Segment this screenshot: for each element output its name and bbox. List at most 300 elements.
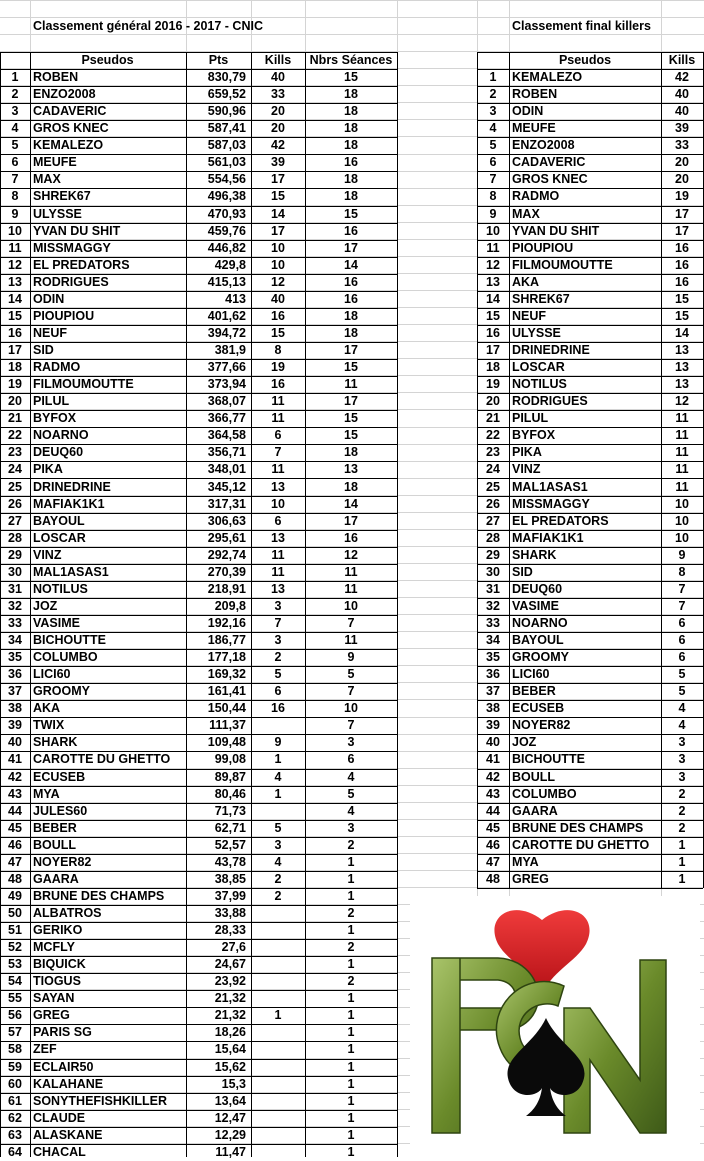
general-row-pseudo: NOYER82 — [33, 854, 92, 869]
killers-row-rank: 31 — [486, 581, 500, 596]
killers-row-kills: 3 — [678, 735, 686, 750]
general-row-rank: 39 — [8, 718, 22, 733]
general-row-pseudo: KALAHANE — [33, 1076, 104, 1091]
general-row-kills — [251, 1093, 305, 1110]
killers-row-pseudo: KEMALEZO — [512, 70, 583, 85]
general-row-rank: 20 — [8, 394, 22, 409]
killers-row-rank: 4 — [489, 121, 497, 136]
general-row-pseudo: MCFLY — [33, 940, 75, 955]
general-row-pts: 21,32 — [214, 991, 246, 1006]
general-row-pts: 381,9 — [214, 343, 246, 358]
killers-row-rank: 41 — [486, 752, 500, 767]
general-row-kills: 9 — [274, 735, 282, 750]
killers-row-rank: 1 — [489, 70, 497, 85]
general-row-kills: 3 — [274, 598, 282, 613]
general-row-pseudo: DRINEDRINE — [33, 479, 111, 494]
general-row-rank: 25 — [8, 479, 22, 494]
general-row-seances: 1 — [347, 1144, 355, 1159]
general-row-seances: 14 — [344, 496, 358, 511]
general-row-kills: 11 — [271, 547, 285, 562]
general-row-rank: 47 — [8, 854, 22, 869]
general-row-rank: 57 — [8, 1025, 22, 1040]
general-row-kills: 6 — [274, 513, 282, 528]
killers-row-kills: 3 — [678, 769, 686, 784]
general-row-pseudo: DEUQ60 — [33, 445, 84, 460]
general-row-rank: 52 — [8, 940, 22, 955]
general-row-seances: 11 — [344, 633, 358, 648]
general-row-pseudo: JOZ — [33, 598, 58, 613]
general-row-seances: 1 — [347, 1025, 355, 1040]
general-row-pseudo: YVAN DU SHIT — [33, 223, 121, 238]
killers-row-kills: 10 — [675, 513, 689, 528]
killers-row-rank: 9 — [489, 206, 497, 221]
general-row-pts: 21,32 — [214, 1008, 246, 1023]
general-row-rank: 13 — [8, 274, 22, 289]
general-row-rank: 27 — [8, 513, 22, 528]
general-row-pts: 186,77 — [207, 633, 246, 648]
general-row-pts: 15,3 — [221, 1076, 246, 1091]
killers-row-kills: 12 — [675, 394, 689, 409]
killers-row-pseudo: COLUMBO — [512, 786, 577, 801]
general-row-rank: 37 — [8, 684, 22, 699]
general-row-seances: 16 — [344, 274, 358, 289]
general-row-rank: 42 — [8, 769, 22, 784]
general-row-pts: 394,72 — [207, 325, 246, 340]
killers-row-pseudo: YVAN DU SHIT — [512, 223, 600, 238]
killers-row-pseudo: GREG — [512, 871, 549, 886]
general-row-pseudo: SONYTHEFISHKILLER — [33, 1093, 168, 1108]
general-row-seances: 11 — [344, 377, 358, 392]
general-row-rank: 5 — [11, 138, 19, 153]
killers-row-rank: 10 — [486, 223, 500, 238]
general-row-pseudo: GAARA — [33, 871, 79, 886]
general-row-seances: 1 — [347, 923, 355, 938]
killers-row-kills: 7 — [678, 598, 686, 613]
killers-row-rank: 26 — [486, 496, 500, 511]
killers-row-kills: 16 — [675, 240, 689, 255]
general-row-pts: 587,41 — [207, 121, 246, 136]
killers-row-pseudo: MEUFE — [512, 121, 556, 136]
general-row-kills: 6 — [274, 684, 282, 699]
killers-row-pseudo: CAROTTE DU GHETTO — [512, 837, 650, 852]
general-row-rank: 56 — [8, 1008, 22, 1023]
pcn-logo — [414, 898, 684, 1152]
general-row-seances: 5 — [347, 786, 355, 801]
general-row-pseudo: ZEF — [33, 1042, 57, 1057]
killers-row-kills: 6 — [678, 650, 686, 665]
general-row-seances: 15 — [344, 411, 358, 426]
general-row-pseudo: BOULL — [33, 837, 77, 852]
general-row-rank: 2 — [11, 87, 19, 102]
general-row-pseudo: BYFOX — [33, 411, 77, 426]
general-header-pseudo: Pseudos — [81, 53, 134, 67]
general-row-kills: 40 — [271, 70, 285, 85]
general-row-pseudo: GROOMY — [33, 684, 90, 699]
general-row-kills: 1 — [274, 752, 282, 767]
killers-row-kills: 17 — [675, 206, 689, 221]
general-row-seances: 18 — [344, 445, 358, 460]
general-row-kills: 10 — [271, 496, 285, 511]
general-row-kills: 4 — [274, 769, 282, 784]
killers-row-pseudo: ROBEN — [512, 87, 558, 102]
general-row-seances: 18 — [344, 479, 358, 494]
general-row-pts: 12,47 — [214, 1110, 246, 1125]
general-row-rank: 32 — [8, 598, 22, 613]
killers-row-rank: 23 — [486, 445, 500, 460]
general-row-pseudo: COLUMBO — [33, 650, 98, 665]
general-row-pseudo: SHREK67 — [33, 189, 91, 204]
general-row-pseudo: ALBATROS — [33, 906, 102, 920]
general-row-seances: 16 — [344, 223, 358, 238]
general-row-kills: 13 — [271, 530, 285, 545]
general-row-pseudo: BAYOUL — [33, 513, 85, 528]
general-row-pseudo: SID — [33, 343, 54, 358]
general-row-kills: 5 — [274, 820, 282, 835]
general-row-pseudo: ODIN — [33, 291, 65, 306]
general-row-kills: 6 — [274, 428, 282, 443]
killers-row-pseudo: BICHOUTTE — [512, 752, 585, 767]
general-row-seances: 1 — [347, 888, 355, 903]
general-row-seances: 1 — [347, 1042, 355, 1057]
general-row-seances: 18 — [344, 104, 358, 119]
killers-row-rank: 48 — [486, 871, 500, 886]
killers-row-kills: 11 — [675, 479, 689, 494]
general-row-pts: 830,79 — [207, 70, 246, 85]
general-row-kills: 17 — [271, 223, 285, 238]
general-row-kills: 20 — [271, 121, 285, 136]
killers-row-rank: 22 — [486, 428, 500, 443]
killers-row-rank: 11 — [486, 240, 500, 255]
general-row-kills — [251, 717, 305, 734]
killers-row-pseudo: BYFOX — [512, 428, 556, 443]
general-row-pts: 446,82 — [207, 240, 246, 255]
general-row-pseudo: TIOGUS — [33, 974, 81, 989]
killers-row-pseudo: LICI60 — [512, 667, 550, 682]
general-row-pts: 111,37 — [209, 718, 246, 733]
killers-row-pseudo: MAFIAK1K1 — [512, 530, 584, 545]
general-row-rank: 50 — [8, 906, 22, 920]
general-row-kills: 12 — [271, 274, 285, 289]
general-row-pts: 71,73 — [214, 803, 246, 818]
general-row-seances: 17 — [344, 394, 358, 409]
general-row-pts: 415,13 — [207, 274, 246, 289]
general-row-seances: 18 — [344, 308, 358, 323]
general-row-pts: 470,93 — [207, 206, 246, 221]
killers-row-rank: 40 — [486, 735, 500, 750]
killers-row-kills: 20 — [675, 172, 689, 187]
killers-row-kills: 11 — [675, 445, 689, 460]
killers-row-pseudo: JOZ — [512, 735, 537, 750]
general-row-rank: 10 — [8, 223, 22, 238]
killers-row-pseudo: NOTILUS — [512, 377, 567, 392]
general-row-kills: 33 — [271, 87, 285, 102]
killers-row-rank: 42 — [486, 769, 500, 784]
killers-row-rank: 38 — [486, 701, 500, 716]
general-row-seances: 1 — [347, 1110, 355, 1125]
general-row-seances: 14 — [344, 257, 358, 272]
killers-row-kills: 6 — [678, 615, 686, 630]
killers-row-rank: 18 — [486, 360, 500, 375]
killers-row-pseudo: VASIME — [512, 598, 559, 613]
killers-row-rank: 33 — [486, 615, 500, 630]
killers-row-kills: 2 — [678, 786, 686, 801]
killers-row-kills: 2 — [678, 820, 686, 835]
general-row-seances: 1 — [347, 991, 355, 1006]
general-row-pts: 169,32 — [207, 667, 246, 682]
general-row-pts: 209,8 — [214, 598, 246, 613]
killers-row-pseudo: RADMO — [512, 189, 560, 204]
general-row-pts: 80,46 — [214, 786, 246, 801]
general-row-rank: 3 — [11, 104, 19, 119]
general-row-seances: 5 — [347, 667, 355, 682]
killers-row-kills: 33 — [675, 138, 689, 153]
general-row-kills: 20 — [271, 104, 285, 119]
killers-row-kills: 11 — [675, 462, 689, 477]
general-row-rank: 64 — [8, 1144, 22, 1159]
general-row-kills: 16 — [271, 308, 285, 323]
general-row-seances: 10 — [344, 701, 358, 716]
general-row-rank: 17 — [8, 343, 22, 358]
killers-row-rank: 13 — [486, 274, 500, 289]
general-row-pts: 24,67 — [214, 957, 246, 972]
general-row-pts: 18,26 — [214, 1025, 246, 1040]
general-row-pts: 295,61 — [207, 530, 246, 545]
killers-row-pseudo: NOARNO — [512, 615, 568, 630]
general-row-rank: 61 — [8, 1093, 22, 1108]
general-row-rank: 55 — [8, 991, 22, 1006]
general-row-seances: 1 — [347, 871, 355, 886]
general-row-kills — [251, 905, 305, 922]
general-row-rank: 48 — [8, 871, 22, 886]
general-header-seances: Nbrs Séances — [309, 53, 393, 67]
general-row-seances: 1 — [347, 1076, 355, 1091]
general-row-rank: 15 — [8, 308, 22, 323]
general-row-seances: 13 — [344, 462, 358, 477]
general-row-pseudo: ALASKANE — [33, 1127, 103, 1142]
killers-row-kills: 20 — [675, 155, 689, 170]
killers-row-pseudo: PILUL — [512, 411, 549, 426]
general-row-kills: 39 — [271, 155, 285, 170]
killers-row-kills: 19 — [675, 189, 689, 204]
general-row-kills: 11 — [271, 564, 285, 579]
killers-row-rank: 36 — [486, 667, 500, 682]
general-row-kills: 10 — [271, 257, 285, 272]
general-row-rank: 24 — [8, 462, 22, 477]
general-row-rank: 23 — [8, 445, 22, 460]
general-row-pseudo: RADMO — [33, 360, 81, 375]
killers-row-kills: 4 — [678, 718, 686, 733]
general-row-rank: 62 — [8, 1110, 22, 1125]
killers-row-pseudo: GROS KNEC — [512, 172, 588, 187]
general-row-pts: 317,31 — [207, 496, 246, 511]
general-row-seances: 1 — [347, 957, 355, 972]
general-row-seances: 1 — [347, 1059, 355, 1074]
general-row-pseudo: BRUNE DES CHAMPS — [33, 888, 165, 903]
general-row-pts: 459,76 — [207, 223, 246, 238]
general-row-kills — [251, 1110, 305, 1127]
general-row-rank: 12 — [8, 257, 22, 272]
killers-row-rank: 43 — [486, 786, 500, 801]
killers-row-rank: 29 — [486, 547, 500, 562]
general-row-seances: 17 — [344, 240, 358, 255]
killers-row-rank: 15 — [486, 308, 500, 323]
general-row-pseudo: BICHOUTTE — [33, 633, 106, 648]
letter-n-shape — [564, 960, 666, 1133]
general-row-pseudo: FILMOUMOUTTE — [33, 377, 134, 392]
general-row-kills: 15 — [271, 325, 285, 340]
killers-row-rank: 6 — [489, 155, 497, 170]
general-row-seances: 15 — [344, 70, 358, 85]
general-row-kills: 16 — [271, 701, 285, 716]
general-row-seances: 18 — [344, 138, 358, 153]
general-row-seances: 7 — [347, 718, 355, 733]
general-row-pts: 587,03 — [207, 138, 246, 153]
general-row-rank: 41 — [8, 752, 22, 767]
general-row-rank: 9 — [11, 206, 19, 221]
general-row-pseudo: CLAUDE — [33, 1110, 86, 1125]
general-row-seances: 18 — [344, 189, 358, 204]
general-row-pts: 561,03 — [207, 155, 246, 170]
general-row-pts: 13,64 — [214, 1093, 246, 1108]
general-row-pts: 306,63 — [207, 513, 246, 528]
general-row-kills — [251, 990, 305, 1007]
general-title: Classement général 2016 - 2017 - CNIC — [33, 19, 263, 33]
general-row-kills — [251, 1059, 305, 1076]
general-row-pseudo: GREG — [33, 1008, 70, 1023]
killers-header-pseudo: Pseudos — [558, 53, 612, 67]
general-row-kills: 13 — [271, 581, 285, 596]
general-row-rank: 1 — [11, 70, 19, 85]
general-row-pts: 99,08 — [214, 752, 246, 767]
general-row-seances: 2 — [347, 974, 355, 989]
general-row-rank: 30 — [8, 564, 22, 579]
general-row-pseudo: TWIX — [33, 718, 65, 733]
general-row-kills: 11 — [271, 462, 285, 477]
killers-row-rank: 7 — [489, 172, 497, 187]
killers-row-rank: 25 — [486, 479, 500, 494]
general-row-kills: 2 — [274, 888, 282, 903]
general-row-pts: 377,66 — [207, 360, 246, 375]
general-row-pts: 401,62 — [207, 308, 246, 323]
killers-row-rank: 16 — [486, 325, 500, 340]
general-row-seances: 3 — [347, 820, 355, 835]
general-header-pts: Pts — [208, 53, 229, 67]
killers-row-pseudo: RODRIGUES — [512, 394, 588, 409]
general-row-pts: 413 — [225, 291, 246, 306]
killers-row-kills: 17 — [675, 223, 689, 238]
general-row-pseudo: PIOUPIOU — [33, 308, 95, 323]
killers-row-rank: 12 — [486, 257, 500, 272]
killers-row-kills: 40 — [675, 104, 689, 119]
killers-row-pseudo: ODIN — [512, 104, 544, 119]
general-row-pseudo: VINZ — [33, 547, 62, 562]
general-row-kills: 11 — [271, 394, 285, 409]
general-row-rank: 8 — [11, 189, 19, 204]
general-row-pts: 218,91 — [207, 581, 246, 596]
general-row-rank: 6 — [11, 155, 19, 170]
general-row-rank: 21 — [8, 411, 22, 426]
general-row-kills: 4 — [274, 854, 282, 869]
general-row-seances: 17 — [344, 343, 358, 358]
general-row-pts: 52,57 — [214, 837, 246, 852]
general-row-pseudo: RODRIGUES — [33, 274, 109, 289]
general-row-kills: 3 — [274, 633, 282, 648]
killers-row-rank: 44 — [486, 803, 500, 818]
general-row-rank: 4 — [11, 121, 19, 136]
general-row-pts: 554,56 — [207, 172, 246, 187]
general-row-kills: 1 — [274, 786, 282, 801]
general-row-rank: 35 — [8, 650, 22, 665]
general-row-pts: 368,07 — [207, 394, 246, 409]
general-row-rank: 31 — [8, 581, 22, 596]
general-row-seances: 2 — [347, 837, 355, 852]
killers-row-rank: 32 — [486, 598, 500, 613]
general-row-rank: 18 — [8, 360, 22, 375]
killers-row-rank: 17 — [486, 343, 500, 358]
killers-row-pseudo: SID — [512, 564, 533, 579]
general-row-pseudo: MAX — [33, 172, 61, 187]
general-row-seances: 11 — [344, 581, 358, 596]
general-row-pseudo: GERIKO — [33, 923, 83, 938]
general-row-seances: 1 — [347, 1008, 355, 1023]
general-row-pseudo: ECUSEB — [33, 769, 86, 784]
general-row-rank: 53 — [8, 957, 22, 972]
killers-row-rank: 5 — [489, 138, 497, 153]
general-row-kills — [251, 1024, 305, 1041]
general-row-kills: 7 — [274, 445, 282, 460]
general-row-seances: 6 — [347, 752, 355, 767]
general-row-seances: 15 — [344, 360, 358, 375]
general-row-seances: 10 — [344, 598, 358, 613]
general-row-pts: 109,48 — [207, 735, 246, 750]
general-row-seances: 18 — [344, 325, 358, 340]
general-row-pseudo: MAFIAK1K1 — [33, 496, 105, 511]
general-row-seances: 16 — [344, 530, 358, 545]
killers-header-kills: Kills — [668, 53, 696, 67]
general-row-pseudo: MAL1ASAS1 — [33, 564, 109, 579]
general-row-seances: 11 — [344, 564, 358, 579]
general-row-kills: 14 — [271, 206, 285, 221]
general-row-kills: 2 — [274, 871, 282, 886]
general-row-kills — [251, 1144, 305, 1161]
general-row-pts: 192,16 — [207, 615, 246, 630]
general-row-kills: 2 — [274, 650, 282, 665]
general-row-pseudo: PARIS SG — [33, 1025, 92, 1040]
general-row-pts: 150,44 — [207, 701, 246, 716]
killers-row-rank: 14 — [486, 291, 500, 306]
killers-row-kills: 7 — [678, 581, 686, 596]
general-row-seances: 2 — [347, 906, 355, 920]
killers-row-pseudo: CADAVERIC — [512, 155, 586, 170]
killers-row-pseudo: BEBER — [512, 684, 556, 699]
general-row-rank: 19 — [8, 377, 22, 392]
killers-row-pseudo: MYA — [512, 854, 539, 869]
killers-row-rank: 37 — [486, 684, 500, 699]
killers-row-rank: 3 — [489, 104, 497, 119]
general-row-pts: 161,41 — [207, 684, 246, 699]
general-row-rank: 43 — [8, 786, 22, 801]
general-row-pts: 27,6 — [221, 940, 246, 955]
killers-row-rank: 24 — [486, 462, 500, 477]
killers-row-kills: 10 — [675, 530, 689, 545]
general-row-rank: 44 — [8, 803, 22, 818]
killers-row-rank: 35 — [486, 650, 500, 665]
general-row-pts: 28,33 — [214, 923, 246, 938]
killers-row-pseudo: SHREK67 — [512, 291, 570, 306]
killers-row-kills: 11 — [675, 428, 689, 443]
general-row-seances: 18 — [344, 121, 358, 136]
general-row-pseudo: KEMALEZO — [33, 138, 104, 153]
